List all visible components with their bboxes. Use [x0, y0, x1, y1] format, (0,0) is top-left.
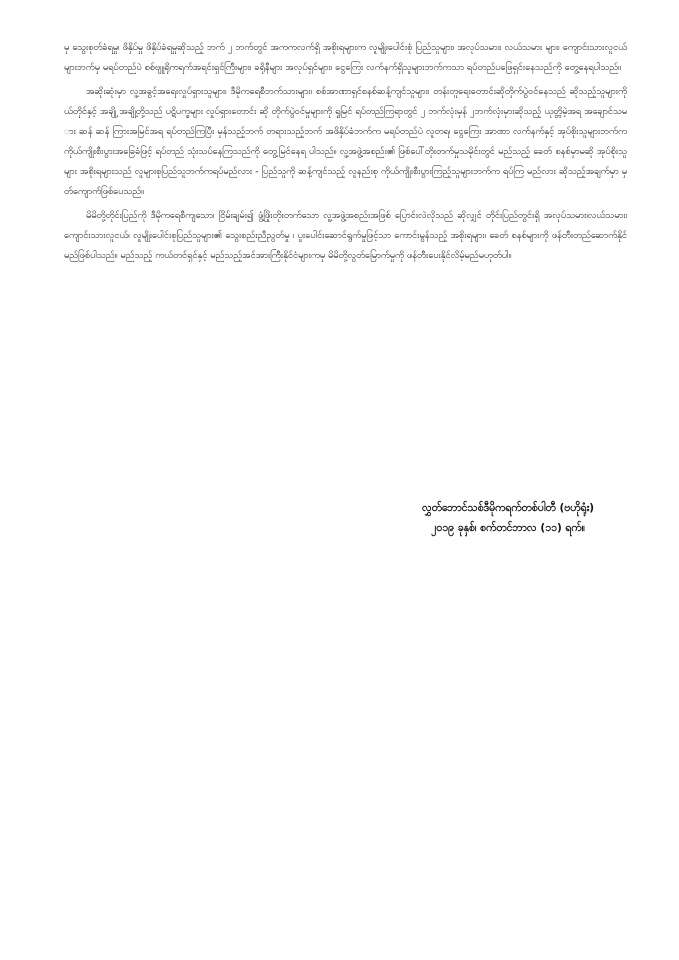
signature-block [380, 498, 636, 538]
signature-organization: လွှတ်ဘောင်သစ်ဒီမိုကရက်တစ်ပါတီ (ဗဟိုရုံး) [421, 502, 595, 514]
paragraph-1: မှ သွေးစုတ်ခံရမှု၊ ဖိနှိပ်မှု ဖိနှိပ်ခံရမှုဆိုသည့် ဘက် ၂ ဘက်တွင် အကကလက်ရှိ အစိုးရများက လူမျိုးပေါင်းစုံ ပြည်သူများ၊ အလုပ်သမား၊ လယ်သမား များ၊ ကျောင်းသားလူငယ်များဘက်မှ မရပ်တည်ပဲ စစ်ဗျူရိုကရက်အရင်းရှင်ကြီးများ၊ ခရိုနီများ အလုပ်ရှင်များ၊ ငွေကြေး လက်နက်ရှိသူများဘက်ကသာ ရပ်တည်ပဖြေရှင်းနေသည်ကို တွေ့နေရပါသည်။ [64, 42, 627, 73]
paragraph-2: အဆိုးဆုံးမှာ လူ့အခွင့်အရေးလှုပ်ရှားသူများ၊ ဒီမိုကရေစီဘက်သားများ၊ စစ်အာဏာရှင်စနစ်ဆန့်ကျင်သူများ၊ တန်းတူရေးတောင်းဆိုတိုက်ပွဲဝင်နေသည် ဆိုသည့်သူများကိုယ်တိုင်နှင့် အချို့ အချို့တို့သည် ပဋိပက္ခများ လှုပ်ရှားတောင်း ဆို တိုက်ပွဲဝင်မှုများကို ရှုမြင် ရပ်တည်ကြရာတွင် ၂ ဘက်လုံးမှန် ၂ဘက်လုံးမှားဆိုသည့် ယုတ္တိမဲ့အရ အချောင်သမား ဆန် ဆန် ကြားအမြင်အရ ရပ်တည်ကြပြီး မှန်သည့်ဘက် တရားသည့်ဘက် အဖိနှိပ်ခံဘက်က မရပ်တည်ပဲ လူတရ၊ ငွေကြေး အာဏာ လက်နက်နှင့် အုပ်စိုးသူများဘက်က ကိုယ်ကျိုးစီးပွားအခြေခံဖြင့် ရပ်တည် သုံးသပ်နေကြသည်ကို တွေ့မြင်နေရ ပါသည်။ လူ့အဖွဲ့အစည်း၏ ဖြစ်ပေါ်တိုးတက်မှုသမိုင်းတွင် မည်သည့် ခေတ် စနစ်မှာမဆို အုပ်စိုးသူများ အစိုးရများသည် လူများစုပြည်သူဘက်ကရပ်မည်လား - ပြည်သူကို ဆန့်ကျင်သည့် လူနည်းစု ကိုယ်ကျိုးစီးပွားကြည့်သူများဘက်က ရပ်ကြ မည်လား ဆိုသည့်အချက်မှာ မှတ်ကျောက်ဖြစ်ပေသည်။ [64, 86, 627, 197]
document-body [64, 38, 627, 270]
signature-date: ၂၀၁၉ ခုနှစ်၊ စက်တင်ဘာလ (၁၁) ရက်။ [431, 522, 585, 534]
paragraph-3: မိမိတို့တိုင်းပြည်ကို ဒီမိုကရေစီကျသော၊ ငြိမ်းချမ်း၍ ဖွံ့ဖြိုးတိုးတက်သော လူ့အဖွဲ့အစည်းအဖြစ် ပြောင်းလဲလိုသည် ဆိုလျှင် တိုင်းပြည်တွင်းရှိ အလုပ်သမား၊လယ်သမား၊ ကျောင်းသားလူငယ်၊ လူမျိုးပေါင်းစုပြည်သူများ၏ သွေးစည်းညီညွတ်မှု ၊ ပူးပေါင်းဆောင်ရွက်မှုဖြင့်သာ ကောင်းမွန်သည့် အစိုးရများ၊ ခေတ် စနစ်များကို ဖန်တီးတည်ဆောက်နိုင်မည်ဖြစ်ပါသည်။ မည်သည့် ကယ်တင်ရှင်နှင့် မည်သည့်အင်အားကြီးနိုင်ငံများကမှ မိမိတို့လွတ်မြောက်မှုကို ဖန်တီးပေးနိုင်လိမ့်မည်မဟုတ်ပါ။ [64, 210, 627, 261]
